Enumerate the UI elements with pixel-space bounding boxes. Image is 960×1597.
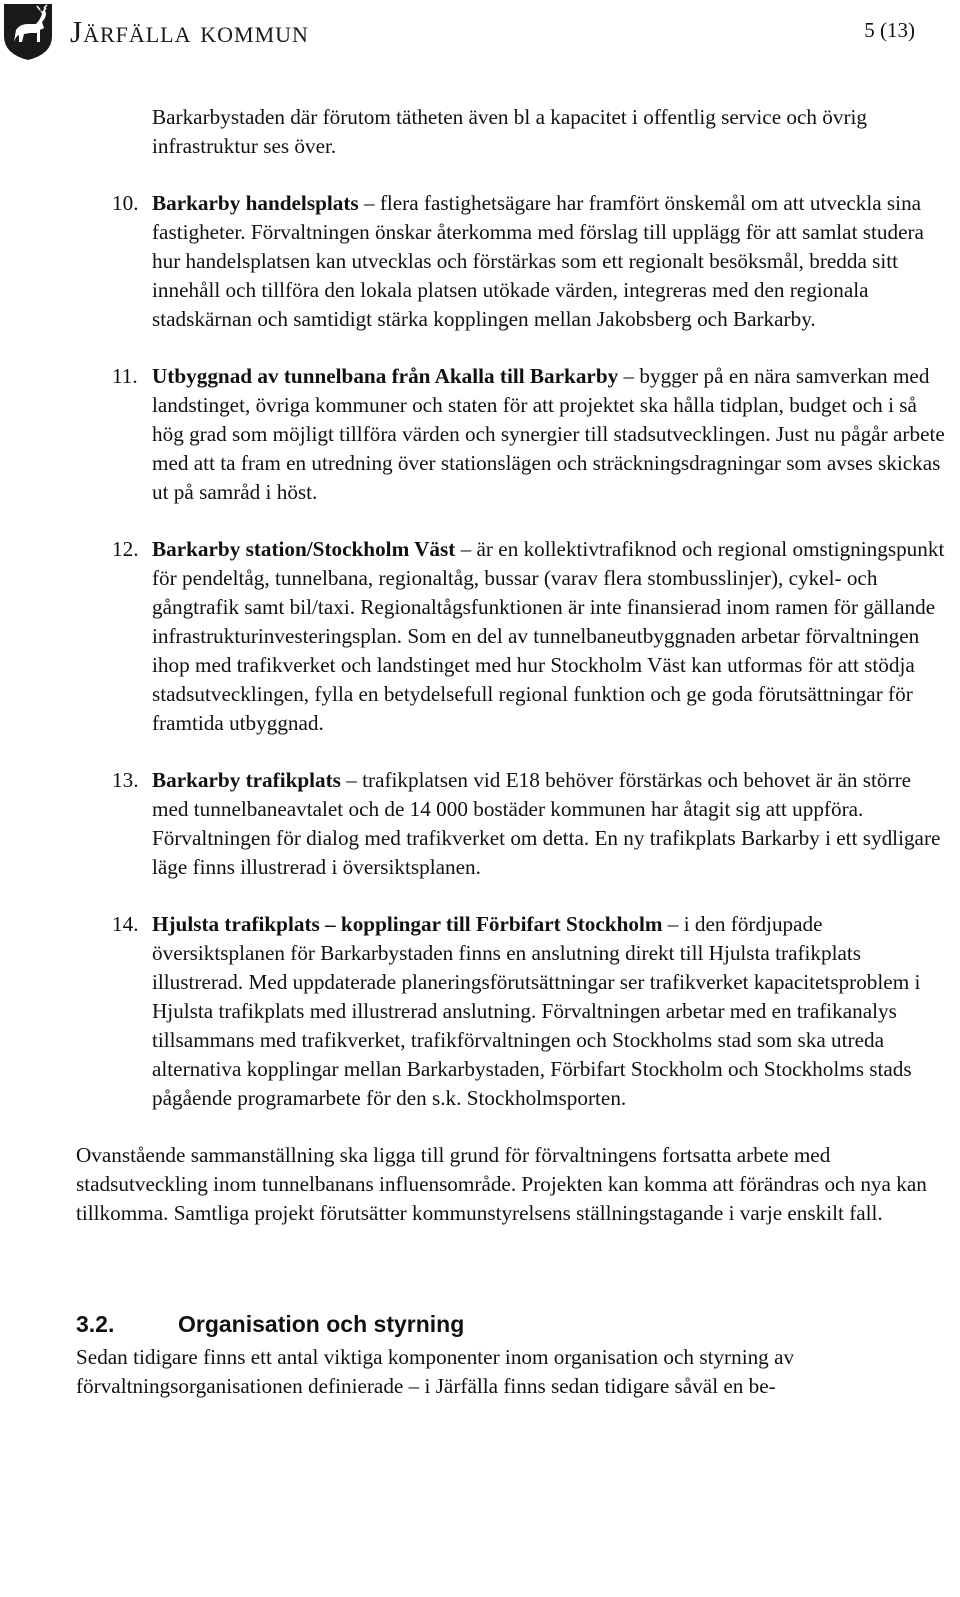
list-item-text: – flera fastighetsägare har framfört önskemål om att utveckla sina fastigheter. Förvaltningen önskar återkomma med förslag till upplägg för att samlat studera hur handelsplatsen kan utvecklas och förstärkas som ett regionalt besöksmål, bredda sitt innehåll och tillföra den lokala platsen utökade värden, integreras med den regionala stadskärnan och samtidigt stärka kopplingen mellan Jakobsberg och Barkarby. <box>152 191 924 331</box>
list-item-title: Hjulsta trafikplats – kopplingar till Förbifart Stockholm <box>152 912 663 936</box>
section-paragraph: Sedan tidigare finns ett antal viktiga komponenter inom organisation och styrning av förvaltningsorganisationen definierade – i Järfälla finns sedan tidigare såväl en be- <box>76 1345 795 1398</box>
list-number: 14. <box>112 912 139 936</box>
list-item-text: – bygger på en nära samverkan med landstinget, övriga kommuner och staten för att projektet ska hålla tidplan, budget och i så hög grad som möjligt tillföra värden och synergier till stadsutvecklingen. Just nu pågår arbete med att ta fram en utredning över stationslägen och sträckningsdragningar som avses skickas ut på samråd i höst. <box>152 364 945 504</box>
list-item-title: Barkarby trafikplats <box>152 768 341 792</box>
list-number: 12. <box>112 537 139 561</box>
list-item-title: Barkarby handelsplats <box>152 191 359 215</box>
list-item-10 <box>112 189 946 334</box>
list-item-13 <box>112 766 946 882</box>
list-number: 13. <box>112 768 139 792</box>
list-number: 10. <box>112 191 139 215</box>
list-item-12 <box>112 535 946 738</box>
list-item-text: – i den fördjupade översiktsplanen för Barkarbystaden finns en anslutning direkt till Hjulsta trafikplats illustrerad. Med uppdaterade planeringsförutsättningar ser trafikverket kapacitetsproblem i Hjulsta trafikplats med illustrerad anslutning. Förvaltningen arbetar med en trafikanalys tillsammans med trafikverket, trafikförvaltningen och Stockholms stad som ska utreda alternativa kopplingar mellan Barkarbystaden, Förbifart Stockholm och Stockholms stads pågående programarbete för den s.k. Stockholmsporten. <box>152 912 921 1110</box>
list-item-text: – trafikplatsen vid E18 behöver förstärkas och behovet är än större med tunnelbaneavtalet och de 14 000 bostäder kommunen har åtagit sig att uppföra. Förvaltningen för dialog med trafikverket om detta. En ny trafikplats Barkarby i ett sydligare läge finns illustrerad i översiktsplanen. <box>152 768 941 879</box>
page-header <box>0 0 960 70</box>
intro-paragraph: Barkarbystaden där förutom tätheten även bl a kapacitet i offentlig service och övrig infrastruktur ses över. <box>152 105 868 158</box>
municipality-logo-text: Järfälla kommun <box>70 14 309 49</box>
list-item-title: Barkarby station/Stockholm Väst <box>152 537 456 561</box>
document-body <box>76 103 946 1401</box>
section-title: Organisation och styrning <box>178 1311 465 1337</box>
municipality-logo-icon <box>2 2 54 62</box>
list-item-title: Utbyggnad av tunnelbana från Akalla till Barkarby <box>152 364 619 388</box>
list-item-14 <box>112 910 946 1113</box>
page-number: 5 (13) <box>864 18 915 42</box>
list-item-11 <box>112 362 946 507</box>
section-number: 3.2. <box>76 1311 115 1337</box>
list-number: 11. <box>112 364 138 388</box>
summary-paragraph: Ovanstående sammanställning ska ligga till grund för förvaltningens fortsatta arbete med stadsutveckling inom tunnelbanans influensområde. Projekten kan komma att förändras och nya kan tillkomma. Samtliga projekt förutsätter kommunstyrelsens ställningstagande i varje enskilt fall. <box>76 1143 927 1225</box>
list-item-text: – är en kollektivtrafiknod och regional omstigningspunkt för pendeltåg, tunnelbana, regionaltåg, bussar (varav flera stombusslinjer), cykel- och gångtrafik samt bil/taxi. Regionaltågsfunktionen är inte finansierad inom ramen för gällande infrastrukturinvesteringsplan. Som en del av tunnelbaneutbyggnaden arbetar förvaltningen ihop med trafikverket och landstinget med hur Stockholm Väst kan utformas för att stödja stadsutvecklingen, fylla en betydelsefull regional funktion och ge goda förutsättningar för framtida utbyggnad. <box>152 537 945 735</box>
section-heading <box>76 1309 946 1339</box>
